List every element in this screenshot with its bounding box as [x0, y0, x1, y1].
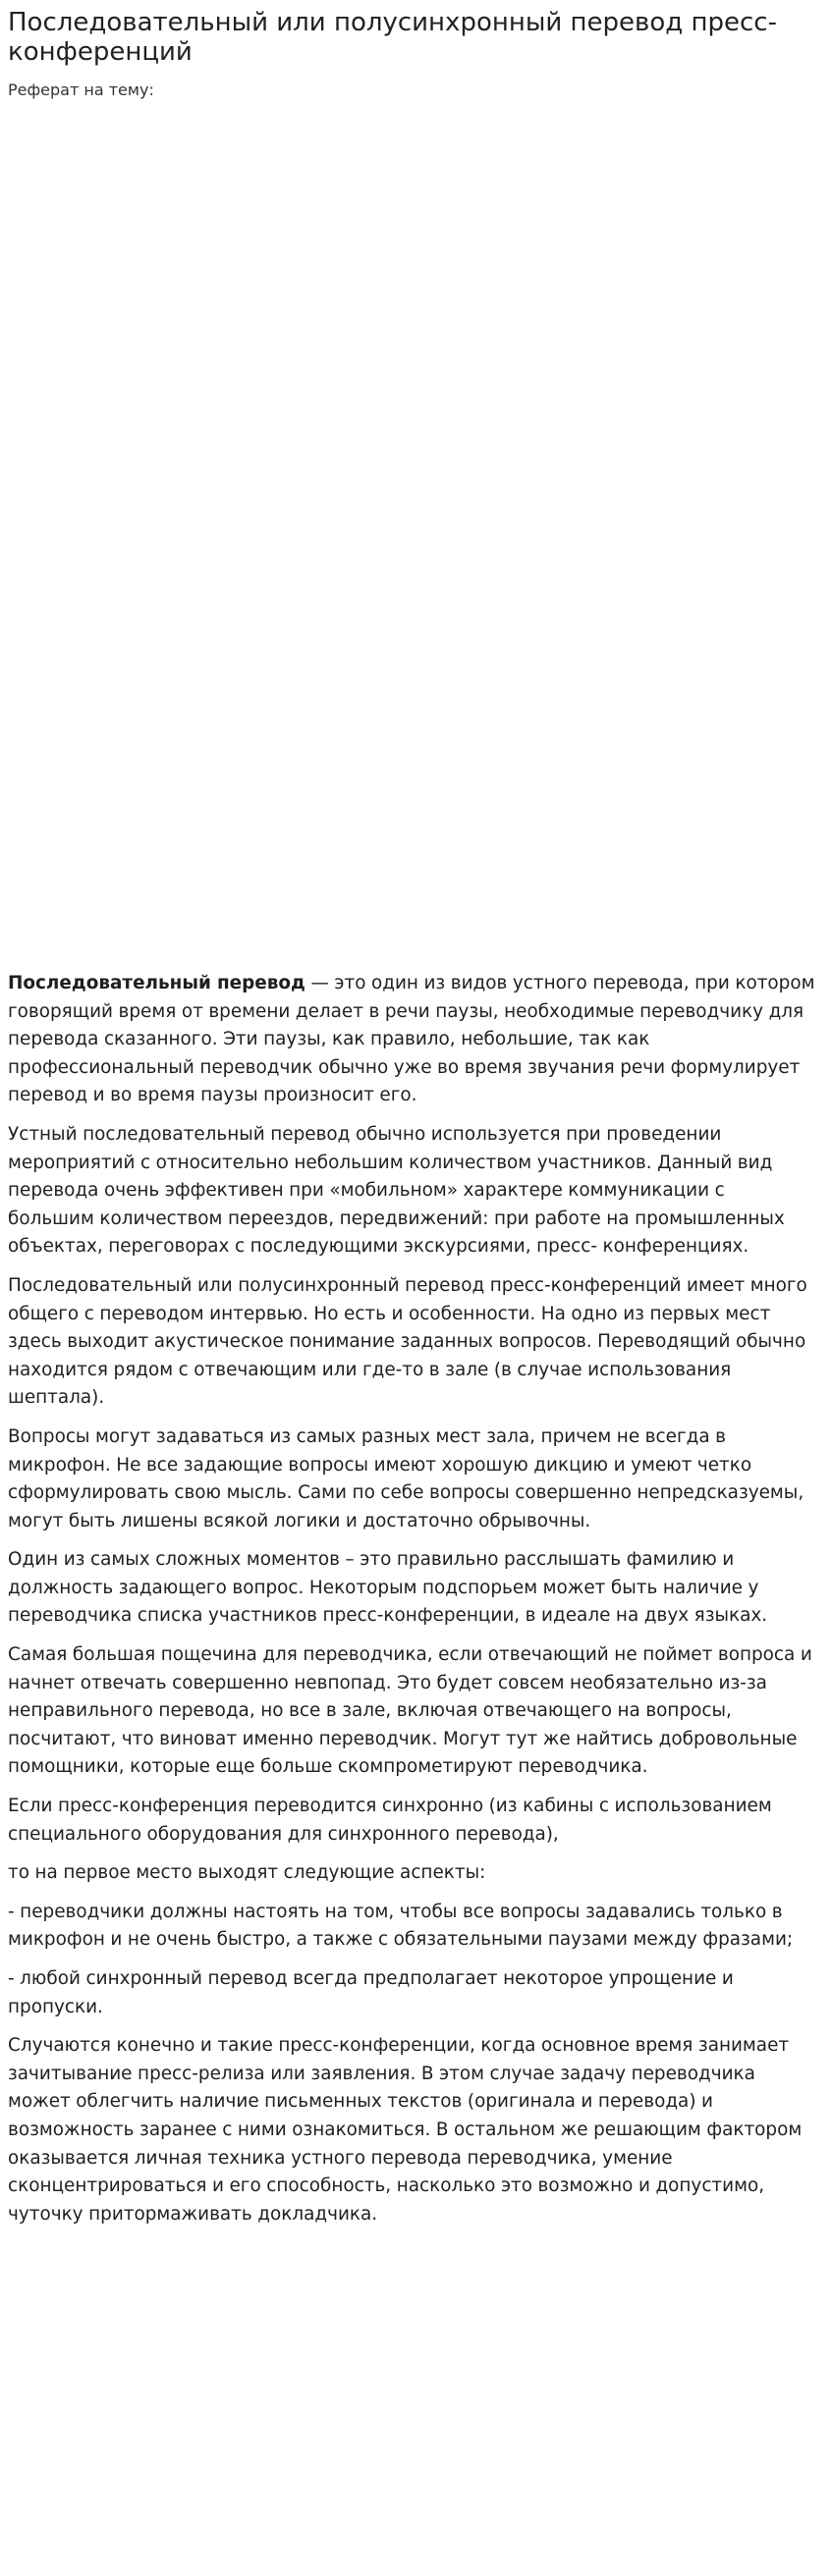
paragraph: Если пресс-конференция переводится синхронно (из кабины с использованием специального оборудования для синхронного перевода), — [8, 1796, 772, 1845]
paragraph: Вопросы могут задаваться из самых разных мест зала, причем не всегда в микрофон. Не все задающие вопросы имеют хорошую дикцию и умеют четко сформулировать свою мысль. Сами по себе вопросы совершенно непредсказуемы, могут быть лишены всякой логики и достаточно обрывочны. — [8, 1425, 804, 1531]
blank-area — [8, 100, 816, 970]
paragraph: - любой синхронный перевод всегда предполагает некоторое упрощение и пропуски. — [8, 1968, 734, 2017]
paragraph: то на первое место выходят следующие аспекты: — [8, 1862, 486, 1884]
paragraph: - переводчики должны настоять на том, чтобы все вопросы задавались только в микрофон и не очень быстро, а также с обязательными паузами между фразами; — [8, 1901, 794, 1951]
term-highlight: Последовательный перевод — [8, 973, 305, 993]
paragraph: Случаются конечно и такие пресс-конференции, когда основное время занимает зачитывание пресс-релиза или заявления. В этом случае задачу переводчика может облегчить наличие письменных текстов (оригинала и перевода) и возможность заранее с ними ознакомиться. В остальном же решающим фактором оказывается личная техника устного перевода переводчика, умение сконцентрироваться и его способность, насколько это возможно и допустимо, чуточку притормаживать докладчика. — [8, 2035, 803, 2225]
paragraph: Один из самых сложных моментов – это правильно расслышать фамилию и должность задающего вопрос. Некоторым подспорьем может быть наличие у переводчика списка участников пресс-конференции, в идеале на двух языках. — [8, 1549, 768, 1627]
paragraph-text: — это один из видов устного перевода, при котором говорящий время от времени делает в речи паузы, необходимые переводчику для перевода сказанного. Эти паузы, как правило, небольшие, так как профессиональный переводчик обычно уже во время звучания речи формулирует перевод и во время паузы произносит его. — [8, 973, 815, 1106]
article-body — [8, 970, 816, 2228]
paragraph — [8, 970, 816, 1110]
paragraph: Самая большая пощечина для переводчика, если отвечающий не поймет вопроса и начнет отвечать совершенно невпопад. Это будет совсем необязательно из-за неправильного перевода, но все в зале, включая отвечающего на вопросы, посчитают, что виноват именно переводчик. Могут тут же найтись добровольные помощники, которые еще больше скомпрометируют переводчика. — [8, 1644, 812, 1778]
paragraph: Устный последовательный перевод обычно используется при проведении мероприятий с относительно небольшим количеством участников. Данный вид перевода очень эффективен при «мобильном» характере коммуникации с большим количеством переездов, передвижений: при работе на промышленных объектах, переговорах с последующими экскурсиями, пресс- конференциях. — [8, 1123, 785, 1258]
paragraph: Последовательный или полусинхронный перевод пресс-конференций имеет много общего с переводом интервью. Но есть и особенности. На одно из первых мест здесь выходит акустическое понимание заданных вопросов. Переводящий обычно находится рядом с отвечающим или где-то в зале (в случае использования шептала). — [8, 1274, 807, 1409]
document-subtitle: Реферат на тему: — [8, 80, 154, 99]
page-title: Последовательный или полусинхронный перевод пресс-конференций — [8, 8, 777, 67]
